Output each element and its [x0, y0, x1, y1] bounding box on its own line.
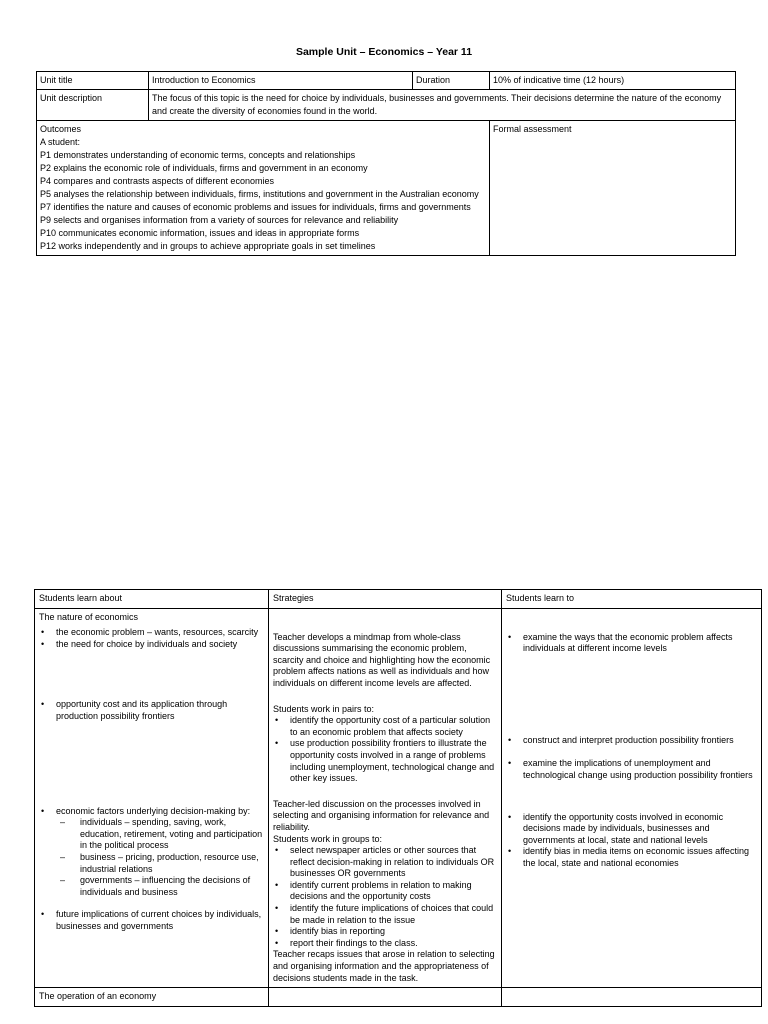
list-item: • examine the implications of unemployment and technological change using production possibility frontiers	[506, 758, 757, 781]
outcomes-label: Outcomes	[40, 124, 82, 134]
list-item: • examine the ways that the economic problem affects individuals at different income levels	[506, 632, 757, 655]
strategy-text: Students work in pairs to:	[273, 703, 375, 714]
empty-cell	[269, 988, 502, 1007]
unit-description-label: Unit description	[37, 90, 149, 121]
list-item: • report their findings to the class.	[273, 938, 497, 950]
list-item	[39, 806, 264, 899]
duration-label: Duration	[413, 72, 490, 90]
list-item: • opportunity cost and its application through production possibility frontiers	[39, 699, 264, 722]
learn-about-column	[35, 608, 269, 988]
outcome-item: P5 analyses the relationship between individuals, firms, institutions and government in the Australian economy	[40, 189, 479, 199]
outcome-item: P10 communicates economic information, issues and ideas in appropriate forms	[40, 228, 360, 238]
section-nature-of-economics	[35, 608, 762, 988]
outcome-item: P7 identifies the nature and causes of economic problems and issues for individuals, firms and governments	[40, 202, 471, 212]
formal-assessment-cell: Formal assessment	[490, 121, 736, 256]
strategies-column	[269, 608, 502, 988]
document-title: Sample Unit – Economics – Year 11	[295, 46, 473, 58]
strategy-text: Teacher develops a mindmap from whole-class discussions summarising the economic problem, scarcity and choice and highlighting how the economic problem affects nations as well as individuals and how individuals on different income levels are affected.	[273, 631, 491, 688]
learn-to-column	[502, 608, 762, 988]
outcomes-cell	[37, 121, 490, 256]
section-title: The operation of an economy	[35, 988, 269, 1007]
outcomes-row	[37, 121, 736, 256]
empty-cell	[502, 988, 762, 1007]
section-operation-of-economy	[35, 988, 762, 1007]
sub-list-item: – individuals – spending, saving, work, education, retirement, voting and participation in the political process	[56, 817, 264, 852]
sub-list-item: – governments – influencing the decisions of individuals and business	[56, 875, 264, 898]
list-item: • identify the opportunity costs involved in economic decisions made by individuals, businesses and governments at local, state and national levels	[506, 812, 757, 847]
unit-overview-table	[36, 71, 736, 256]
header-learn-about: Students learn about	[35, 590, 269, 609]
list-item: • future implications of current choices by individuals, businesses and governments	[39, 909, 264, 932]
header-strategies: Strategies	[269, 590, 502, 609]
list-item: • identify the opportunity cost of a particular solution to an economic problem that affects society	[273, 715, 497, 738]
list-item: • the economic problem – wants, resources, scarcity	[39, 627, 264, 639]
unit-description-row	[37, 90, 736, 121]
list-item-text: economic factors underlying decision-making by:	[56, 805, 251, 816]
list-item: • construct and interpret production possibility frontiers	[506, 735, 757, 747]
outcome-item: P4 compares and contrasts aspects of different economies	[40, 176, 274, 186]
unit-description-value: The focus of this topic is the need for choice by individuals, businesses and governments. Their decisions determine the nature of the economy and create the diversity of economies found in the world.	[149, 90, 736, 121]
list-item: • identify current problems in relation to making decisions and the opportunity costs	[273, 880, 497, 903]
unit-title-value: Introduction to Economics	[149, 72, 413, 90]
section-title: The nature of economics	[39, 611, 139, 622]
strategy-text: Teacher-led discussion on the processes involved in selecting and organising information for relevance and reliability.	[273, 798, 490, 832]
list-item: • identify the future implications of choices that could be made in relation to the issue	[273, 903, 497, 926]
unit-title-label: Unit title	[37, 72, 149, 90]
strategy-text: Teacher recaps issues that arose in relation to selecting and organising information and the appropriateness of decisions students made in the task.	[273, 949, 495, 983]
outcomes-intro: A student:	[40, 137, 81, 147]
list-item: • use production possibility frontiers to illustrate the opportunity costs involved in a range of problems including unemployment, technological change and other key issues.	[273, 738, 497, 784]
duration-value: 10% of indicative time (12 hours)	[490, 72, 736, 90]
learning-table-header	[35, 590, 762, 609]
list-item: • identify bias in media items on economic issues affecting the local, state and national economies	[506, 846, 757, 869]
outcome-item: P9 selects and organises information from a variety of sources for relevance and reliability	[40, 215, 399, 225]
sub-list-item: – business – pricing, production, resource use, industrial relations	[56, 852, 264, 875]
outcome-item: P1 demonstrates understanding of economic terms, concepts and relationships	[40, 150, 356, 160]
unit-title-row	[37, 72, 736, 90]
list-item: • the need for choice by individuals and society	[39, 639, 264, 651]
learning-table	[34, 589, 762, 1007]
outcome-item: P2 explains the economic role of individuals, firms and government in an economy	[40, 163, 368, 173]
list-item: • identify bias in reporting	[273, 926, 497, 938]
header-learn-to: Students learn to	[502, 590, 762, 609]
strategy-text: Students work in groups to:	[273, 833, 383, 844]
list-item: • select newspaper articles or other sources that reflect decision-making in relation to individuals OR businesses OR governments	[273, 845, 497, 880]
outcome-item: P12 works independently and in groups to achieve appropriate goals in set timelines	[40, 241, 376, 251]
